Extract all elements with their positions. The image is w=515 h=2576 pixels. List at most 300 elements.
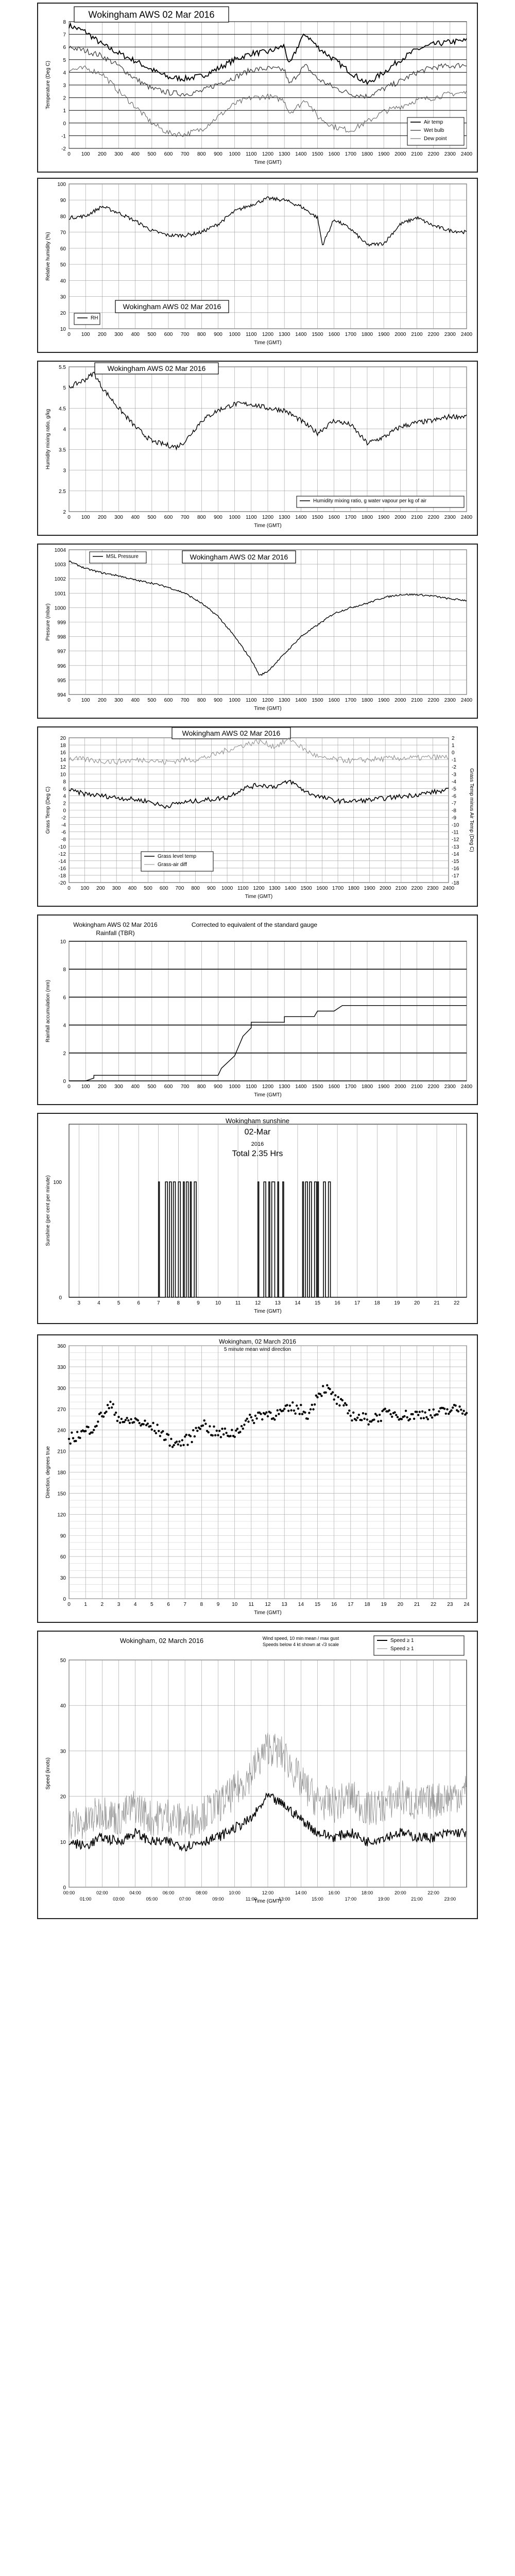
temperature-chart-panel (37, 3, 478, 173)
direction-point (212, 1434, 214, 1436)
direction-point (424, 1411, 426, 1413)
x-tick-label: 01:00 (79, 1896, 92, 1902)
direction-point (312, 1408, 314, 1410)
direction-point (454, 1404, 456, 1406)
direction-point (76, 1431, 78, 1433)
y-axis-label: Rainfall accumulation (mm) (45, 979, 51, 1043)
legend-label: Humidity mixing ratio, g water vapour per kg of air (313, 498, 427, 504)
direction-point (360, 1419, 363, 1421)
x-tick-label: 1900 (378, 1084, 390, 1090)
x-axis-label: Time (GMT) (254, 160, 282, 165)
y-tick-label: 0 (63, 1885, 66, 1891)
direction-point (158, 1430, 160, 1432)
y-tick-label: 4 (63, 70, 66, 76)
y-tick-label: 6 (63, 995, 66, 1001)
legend-label: Air temp (424, 120, 443, 125)
direction-point (231, 1429, 233, 1431)
x-tick-label: 400 (131, 151, 140, 157)
direction-point (342, 1404, 345, 1406)
x-tick-label: 500 (147, 515, 157, 520)
direction-point (443, 1408, 445, 1410)
x-tick-label: 4 (133, 1602, 137, 1607)
direction-point (293, 1410, 295, 1412)
y2-tick-label: -4 (452, 779, 456, 785)
direction-point (123, 1421, 125, 1423)
direction-point (116, 1420, 118, 1422)
y-tick-label: 60 (60, 246, 66, 252)
y-tick-label: 10 (60, 772, 66, 778)
x-tick-label: 7 (183, 1602, 186, 1607)
direction-point (159, 1435, 161, 1437)
x-tick-label: 1600 (328, 151, 340, 157)
x-tick-label: 1300 (269, 886, 281, 891)
y-tick-label: 10 (60, 939, 66, 945)
x-tick-label: 1000 (229, 332, 241, 337)
direction-point (243, 1423, 245, 1426)
direction-point (286, 1404, 288, 1406)
direction-point (182, 1444, 184, 1446)
x-tick-label: 2200 (427, 332, 439, 337)
y-tick-label: 180 (57, 1470, 66, 1476)
chart-svg (38, 916, 477, 1104)
wind-direction-chart-panel (37, 1334, 478, 1623)
y-tick-label: 2 (63, 801, 66, 807)
x-tick-label: 16 (331, 1602, 337, 1607)
direction-point (413, 1418, 415, 1420)
x-tick-label: 400 (131, 698, 140, 703)
chart-subtitle: 02-Mar (244, 1128, 271, 1137)
direction-point (425, 1416, 427, 1418)
direction-point (143, 1423, 145, 1425)
y-axis-label: Sunshine (per cent per minute) (45, 1175, 51, 1246)
direction-point (319, 1393, 321, 1395)
x-tick-label: 1200 (262, 151, 274, 157)
x-tick-label: 2200 (427, 151, 439, 157)
x-axis-label: Time (GMT) (245, 894, 273, 900)
x-tick-label: 600 (164, 515, 173, 520)
y-tick-label: 16 (60, 750, 66, 756)
direction-point (180, 1445, 182, 1447)
x-tick-label: 1700 (332, 886, 344, 891)
y2-tick-label: -6 (452, 793, 456, 800)
x-tick-label: 100 (81, 515, 90, 520)
y-tick-label: 5.5 (59, 365, 66, 370)
y-tick-label: 996 (57, 663, 66, 669)
x-tick-label: 300 (112, 886, 121, 891)
x-tick-label: 11 (248, 1602, 254, 1607)
y-tick-label: 1004 (54, 548, 66, 553)
y-tick-label: 0 (59, 1295, 62, 1301)
y-tick-label: 90 (60, 198, 66, 204)
direction-point (167, 1434, 169, 1436)
direction-point (462, 1410, 465, 1412)
y-tick-label: 30 (60, 294, 66, 300)
x-tick-label: 1100 (246, 332, 257, 337)
x-tick-label: 13 (281, 1602, 287, 1607)
direction-point (186, 1444, 188, 1446)
chart-subtitle-2: Speeds below 4 kt shown at √3 scale (262, 1642, 339, 1647)
direction-point (420, 1417, 422, 1419)
x-tick-label: 2300 (444, 332, 456, 337)
x-tick-label: 0 (67, 1602, 71, 1607)
x-tick-label: 18 (374, 1300, 380, 1306)
y-tick-label: 30 (60, 1575, 66, 1582)
direction-point (423, 1417, 425, 1419)
x-tick-label: 1400 (295, 1084, 307, 1090)
y-tick-label: 40 (60, 1703, 66, 1709)
y-axis-label: Temperature (Deg C) (45, 61, 51, 109)
direction-point (417, 1414, 419, 1416)
direction-point (119, 1421, 121, 1423)
x-tick-label: 1800 (348, 886, 359, 891)
x-tick-label: 1500 (300, 886, 312, 891)
y2-tick-label: 1 (452, 743, 455, 749)
direction-point (97, 1420, 99, 1422)
y-tick-label: 999 (57, 620, 66, 626)
legend-label: Dew point (424, 136, 447, 142)
y-tick-label: 1000 (54, 605, 66, 612)
direction-point (203, 1419, 205, 1421)
y-tick-label: 0 (63, 121, 66, 127)
direction-point (194, 1435, 196, 1437)
direction-point (337, 1396, 339, 1398)
direction-point (218, 1430, 220, 1432)
x-tick-label: 2000 (394, 698, 406, 703)
x-tick-label: 21 (434, 1300, 440, 1306)
direction-point (126, 1417, 128, 1419)
x-tick-label: 200 (97, 332, 107, 337)
direction-point (296, 1404, 298, 1406)
direction-point (379, 1414, 381, 1416)
x-tick-label: 1900 (378, 698, 390, 703)
chart-subtitle-2: 2016 (251, 1141, 264, 1147)
x-tick-label: 12 (255, 1300, 261, 1306)
direction-point (130, 1418, 132, 1420)
direction-point (149, 1425, 151, 1427)
direction-point (365, 1413, 367, 1415)
direction-point (181, 1439, 183, 1441)
x-tick-label: 1500 (312, 1084, 323, 1090)
direction-point (162, 1430, 164, 1432)
x-axis-label: Time (GMT) (254, 523, 282, 529)
direction-point (155, 1432, 157, 1434)
x-tick-label: 1400 (284, 886, 297, 891)
direction-point (178, 1440, 180, 1443)
direction-point (358, 1414, 360, 1416)
direction-point (457, 1410, 459, 1412)
direction-point (433, 1409, 435, 1411)
x-tick-label: 2200 (411, 886, 423, 891)
direction-point (190, 1435, 192, 1437)
x-tick-label: 300 (114, 1084, 123, 1090)
chart-subtitle-3: Total 2.35 Hrs (232, 1149, 283, 1158)
direction-point (448, 1413, 450, 1415)
x-tick-label: 19 (381, 1602, 387, 1607)
x-tick-label: 1600 (328, 1084, 340, 1090)
y-tick-label: 6 (63, 786, 66, 792)
y2-tick-label: -9 (452, 815, 456, 821)
x-tick-label: 15 (314, 1602, 321, 1607)
x-tick-label: 1200 (253, 886, 265, 891)
y-tick-label: 210 (57, 1449, 66, 1455)
y-tick-label: 3 (63, 83, 66, 89)
legend-label: Speed ≥ 1 (390, 1638, 414, 1643)
x-axis-label: Time (GMT) (254, 1092, 282, 1098)
x-tick-label: 1300 (279, 698, 290, 703)
x-tick-label: 1700 (345, 332, 356, 337)
x-tick-label: 600 (164, 332, 173, 337)
rainfall-chart-panel (37, 914, 478, 1105)
y-tick-label: 330 (57, 1364, 66, 1370)
chart-title: Wokingham AWS 02 Mar 2016 (73, 921, 158, 928)
x-tick-label: 2100 (411, 332, 423, 337)
x-tick-label: 2000 (394, 1084, 406, 1090)
x-tick-label: 3 (77, 1300, 81, 1306)
x-tick-label: 2200 (427, 698, 439, 703)
direction-point (401, 1418, 403, 1420)
direction-point (220, 1436, 222, 1438)
y-tick-label: 5 (63, 385, 66, 392)
y-tick-label: -20 (58, 880, 66, 886)
x-tick-label: 1800 (361, 151, 373, 157)
x-tick-label: 400 (131, 515, 140, 520)
direction-point (117, 1416, 119, 1418)
x-tick-label: 900 (214, 515, 222, 520)
x-tick-label: 300 (114, 515, 123, 520)
x-tick-label: 15:00 (312, 1896, 323, 1902)
y-tick-label: 5 (63, 57, 66, 63)
direction-point (289, 1404, 291, 1406)
legend (374, 1636, 464, 1655)
direction-point (320, 1395, 322, 1397)
direction-point (208, 1431, 210, 1433)
y2-tick-label: 0 (452, 750, 455, 756)
direction-point (460, 1409, 462, 1411)
direction-point (185, 1434, 187, 1436)
x-tick-label: 0 (67, 515, 71, 520)
y-axis-label: Relative humidity (%) (45, 232, 51, 281)
x-tick-label: 1100 (246, 698, 257, 703)
direction-point (115, 1412, 117, 1414)
y-tick-label: 270 (57, 1406, 66, 1413)
y-tick-label: -8 (61, 837, 66, 843)
x-tick-label: 0 (67, 332, 71, 337)
y-tick-label: 20 (60, 310, 66, 316)
direction-point (137, 1419, 139, 1421)
x-tick-label: 700 (180, 515, 190, 520)
x-tick-label: 1600 (316, 886, 328, 891)
y-tick-label: 1 (63, 108, 66, 114)
x-tick-label: 1300 (279, 151, 290, 157)
direction-point (452, 1406, 454, 1409)
direction-point (283, 1408, 285, 1410)
x-tick-label: 24 (464, 1602, 470, 1607)
direction-point (173, 1444, 175, 1446)
x-tick-label: 800 (197, 698, 206, 703)
y-tick-label: 20 (60, 736, 66, 741)
direction-point (250, 1416, 252, 1418)
x-tick-label: 1800 (361, 698, 373, 703)
y-tick-label: 2 (63, 95, 66, 101)
direction-point (316, 1396, 318, 1398)
x-tick-label: 10 (215, 1300, 221, 1306)
direction-point (192, 1429, 194, 1431)
direction-point (87, 1426, 89, 1428)
direction-point (213, 1426, 215, 1428)
direction-point (229, 1435, 231, 1437)
x-tick-label: 2400 (442, 886, 455, 891)
direction-point (112, 1403, 114, 1405)
y-tick-label: 1003 (54, 562, 66, 568)
y-tick-label: 150 (57, 1491, 66, 1497)
x-tick-label: 200 (96, 886, 105, 891)
y-tick-label: 4 (63, 1023, 66, 1029)
direction-point (324, 1392, 327, 1394)
direction-point (322, 1385, 324, 1387)
direction-point (351, 1419, 353, 1421)
direction-point (70, 1443, 72, 1445)
x-tick-label: 500 (147, 1084, 157, 1090)
x-tick-label: 1000 (229, 1084, 241, 1090)
direction-point (216, 1430, 218, 1432)
y-tick-label: 90 (60, 1533, 66, 1539)
direction-point (437, 1413, 439, 1415)
x-tick-label: 20:00 (394, 1890, 406, 1895)
direction-point (450, 1410, 452, 1412)
chart-svg (38, 1114, 477, 1323)
pressure-chart-panel (37, 544, 478, 719)
x-tick-label: 1700 (345, 515, 356, 520)
x-tick-label: 10 (232, 1602, 238, 1607)
direction-point (466, 1412, 468, 1414)
direction-point (204, 1422, 207, 1425)
x-tick-label: 100 (81, 332, 90, 337)
direction-point (245, 1419, 247, 1421)
y2-tick-label: -18 (452, 880, 459, 886)
x-tick-label: 600 (164, 151, 173, 157)
x-tick-label: 3 (117, 1602, 121, 1607)
x-tick-label: 1500 (312, 698, 323, 703)
y-tick-label: -2 (61, 146, 66, 152)
legend-label: Speed ≥ 1 (390, 1646, 414, 1652)
y-tick-label: 4 (63, 793, 66, 800)
chart-title: Wokingham AWS 02 Mar 2016 (182, 728, 281, 737)
direction-point (397, 1416, 399, 1418)
y-tick-label: 300 (57, 1385, 66, 1392)
direction-point (105, 1411, 107, 1413)
x-tick-label: 800 (197, 1084, 206, 1090)
direction-point (156, 1423, 158, 1426)
direction-point (282, 1410, 284, 1412)
direction-point (217, 1434, 219, 1436)
direction-point (405, 1410, 407, 1412)
direction-point (391, 1416, 393, 1418)
y2-tick-label: -5 (452, 786, 456, 792)
x-tick-label: 07:00 (179, 1896, 191, 1902)
direction-point (348, 1410, 350, 1412)
x-tick-label: 2300 (444, 515, 456, 520)
x-tick-label: 1600 (328, 332, 340, 337)
direction-point (355, 1419, 357, 1421)
direction-point (446, 1408, 448, 1410)
x-tick-label: 1300 (279, 515, 290, 520)
x-tick-label: 500 (147, 151, 157, 157)
x-tick-label: 700 (180, 151, 190, 157)
x-tick-label: 00:00 (63, 1890, 75, 1895)
y2-tick-label: -17 (452, 873, 459, 879)
sunshine-chart-panel (37, 1113, 478, 1324)
x-tick-label: 1500 (312, 151, 323, 157)
direction-point (334, 1394, 336, 1396)
x-tick-label: 5 (117, 1300, 121, 1306)
x-tick-label: 18 (364, 1602, 370, 1607)
x-tick-label: 700 (175, 886, 184, 891)
x-tick-label: 22:00 (427, 1890, 439, 1895)
y2-tick-label: 2 (452, 736, 455, 741)
y-tick-label: 12 (60, 765, 66, 771)
direction-point (338, 1404, 340, 1406)
x-tick-label: 17 (354, 1300, 360, 1306)
y2-tick-label: -13 (452, 844, 459, 850)
x-tick-label: 9 (216, 1602, 220, 1607)
direction-point (91, 1431, 93, 1433)
direction-point (363, 1418, 365, 1420)
x-tick-label: 100 (80, 886, 90, 891)
x-tick-label: 2400 (460, 332, 473, 337)
y2-tick-label: -16 (452, 866, 459, 872)
direction-point (95, 1425, 97, 1427)
x-tick-label: 1700 (345, 698, 356, 703)
x-tick-label: 2100 (411, 515, 423, 520)
x-tick-label: 2300 (427, 886, 439, 891)
x-tick-label: 900 (214, 332, 222, 337)
x-tick-label: 900 (214, 698, 222, 703)
x-tick-label: 20 (414, 1300, 420, 1306)
y2-tick-label: -7 (452, 801, 456, 807)
x-tick-label: 9 (197, 1300, 200, 1306)
x-tick-label: 600 (164, 1084, 173, 1090)
x-tick-label: 1900 (364, 886, 375, 891)
y2-tick-label: -10 (452, 822, 459, 828)
y-tick-label: 14 (60, 757, 66, 764)
y-axis-label: Humidity mixing ratio, g/kg (45, 409, 51, 470)
x-tick-label: 0 (67, 698, 71, 703)
x-tick-label: 03:00 (113, 1896, 125, 1902)
direction-point (395, 1414, 397, 1416)
x-tick-label: 2400 (460, 515, 473, 520)
x-tick-label: 500 (147, 332, 157, 337)
y2-tick-label: -15 (452, 858, 459, 865)
direction-point (277, 1409, 279, 1411)
x-tick-label: 2300 (444, 698, 456, 703)
y-tick-label: 100 (53, 1180, 62, 1185)
direction-point (68, 1438, 70, 1440)
x-tick-label: 6 (167, 1602, 170, 1607)
direction-point (225, 1432, 227, 1434)
direction-point (267, 1415, 269, 1417)
direction-point (260, 1413, 262, 1415)
x-tick-label: 1400 (295, 698, 307, 703)
direction-point (151, 1429, 153, 1431)
direction-point (275, 1415, 277, 1417)
x-tick-label: 2100 (395, 886, 407, 891)
x-tick-label: 400 (128, 886, 137, 891)
x-tick-label: 2400 (460, 1084, 473, 1090)
chart-svg (38, 1632, 477, 1918)
x-tick-label: 1300 (279, 332, 290, 337)
y-tick-label: 240 (57, 1428, 66, 1434)
direction-point (147, 1422, 149, 1425)
